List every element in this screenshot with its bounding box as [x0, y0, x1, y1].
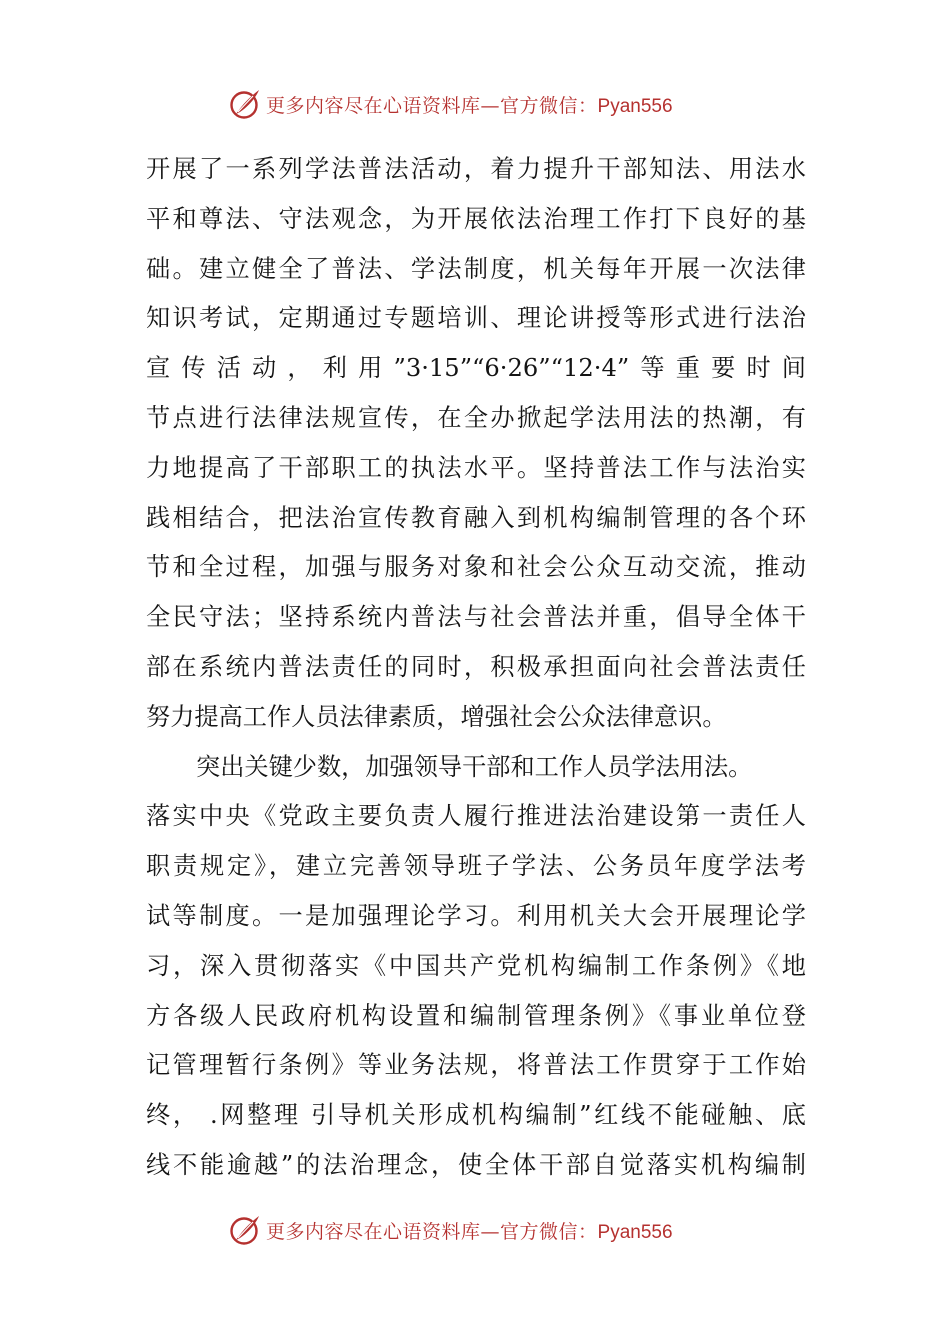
text-line: 践相结合，把法治宣传教育融入到机构编制管理的各个环	[146, 503, 806, 532]
text-line: 记管理暂行条例》等业务法规，将普法工作贯穿于工作始	[146, 1051, 806, 1080]
quill-logo-icon	[228, 1213, 262, 1247]
footer-banner-label: 官方微信：	[500, 1220, 598, 1243]
text-line: 线不能逾越”的法治理念，使全体干部自觉落实机构编制	[146, 1150, 806, 1179]
text-line: 落实中央《党政主要负责人履行推进法治建设第一责任人	[146, 802, 806, 831]
text-line: 知识考试，定期通过专题培训、理论讲授等形式进行法治	[146, 304, 806, 333]
paragraph-1	[146, 145, 806, 743]
header-banner-account: Pyan556	[597, 95, 673, 117]
header-banner-label: 官方微信：	[500, 94, 598, 117]
text-line: 突出关键少数，加强领导干部和工作人员学法用法。	[196, 752, 753, 781]
footer-banner-separator: —	[480, 1220, 501, 1243]
header-banner-title: 更多内容尽在心语资料库	[266, 94, 481, 117]
header-banner	[228, 84, 673, 124]
header-banner-separator: —	[480, 94, 501, 117]
text-line: 节和全过程，加强与服务对象和社会公众互动交流，推动	[146, 553, 806, 582]
paragraph-2	[146, 743, 806, 1191]
quill-logo-icon	[228, 87, 262, 121]
document-body	[146, 145, 806, 1191]
text-line: 开展了一系列学法普法活动，着力提升干部知法、用法水	[146, 155, 806, 183]
text-line: 础。建立健全了普法、学法制度，机关每年开展一次法律	[146, 254, 806, 283]
footer-banner-text	[266, 1217, 673, 1244]
text-line: 部在系统内普法责任的同时，积极承担面向社会普法责任	[146, 652, 806, 681]
text-line: 全民守法；坚持系统内普法与社会普法并重，倡导全体干	[146, 603, 806, 632]
footer-banner	[228, 1210, 673, 1250]
text-line: 方各级人民政府机构设置和编制管理条例》《事业单位登	[146, 1001, 806, 1030]
text-line: 努力提高工作人员法律素质，增强社会公众法律意识。	[146, 702, 727, 731]
text-line: 宣传活动，利用”3·15”“6·26”“12·4”等重要时间	[146, 354, 806, 383]
footer-banner-title: 更多内容尽在心语资料库	[266, 1220, 481, 1243]
header-banner-text	[266, 91, 673, 118]
text-line: 节点进行法律法规宣传，在全办掀起学法用法的热潮，有	[146, 403, 806, 432]
text-line: 平和尊法、守法观念，为开展依法治理工作打下良好的基	[146, 204, 806, 233]
footer-banner-account: Pyan556	[597, 1221, 673, 1243]
text-line: 习，深入贯彻落实《中国共产党机构编制工作条例》《地	[146, 951, 806, 980]
text-line: 试等制度。一是加强理论学习。利用机关大会开展理论学	[146, 901, 806, 930]
text-line: 力地提高了干部职工的执法水平。坚持普法工作与法治实	[146, 453, 806, 482]
text-line: 职责规定》，建立完善领导班子学法、公务员年度学法考	[146, 852, 806, 881]
text-line: 终， .网整理 引导机关形成机构编制”红线不能碰触、底	[146, 1101, 806, 1130]
